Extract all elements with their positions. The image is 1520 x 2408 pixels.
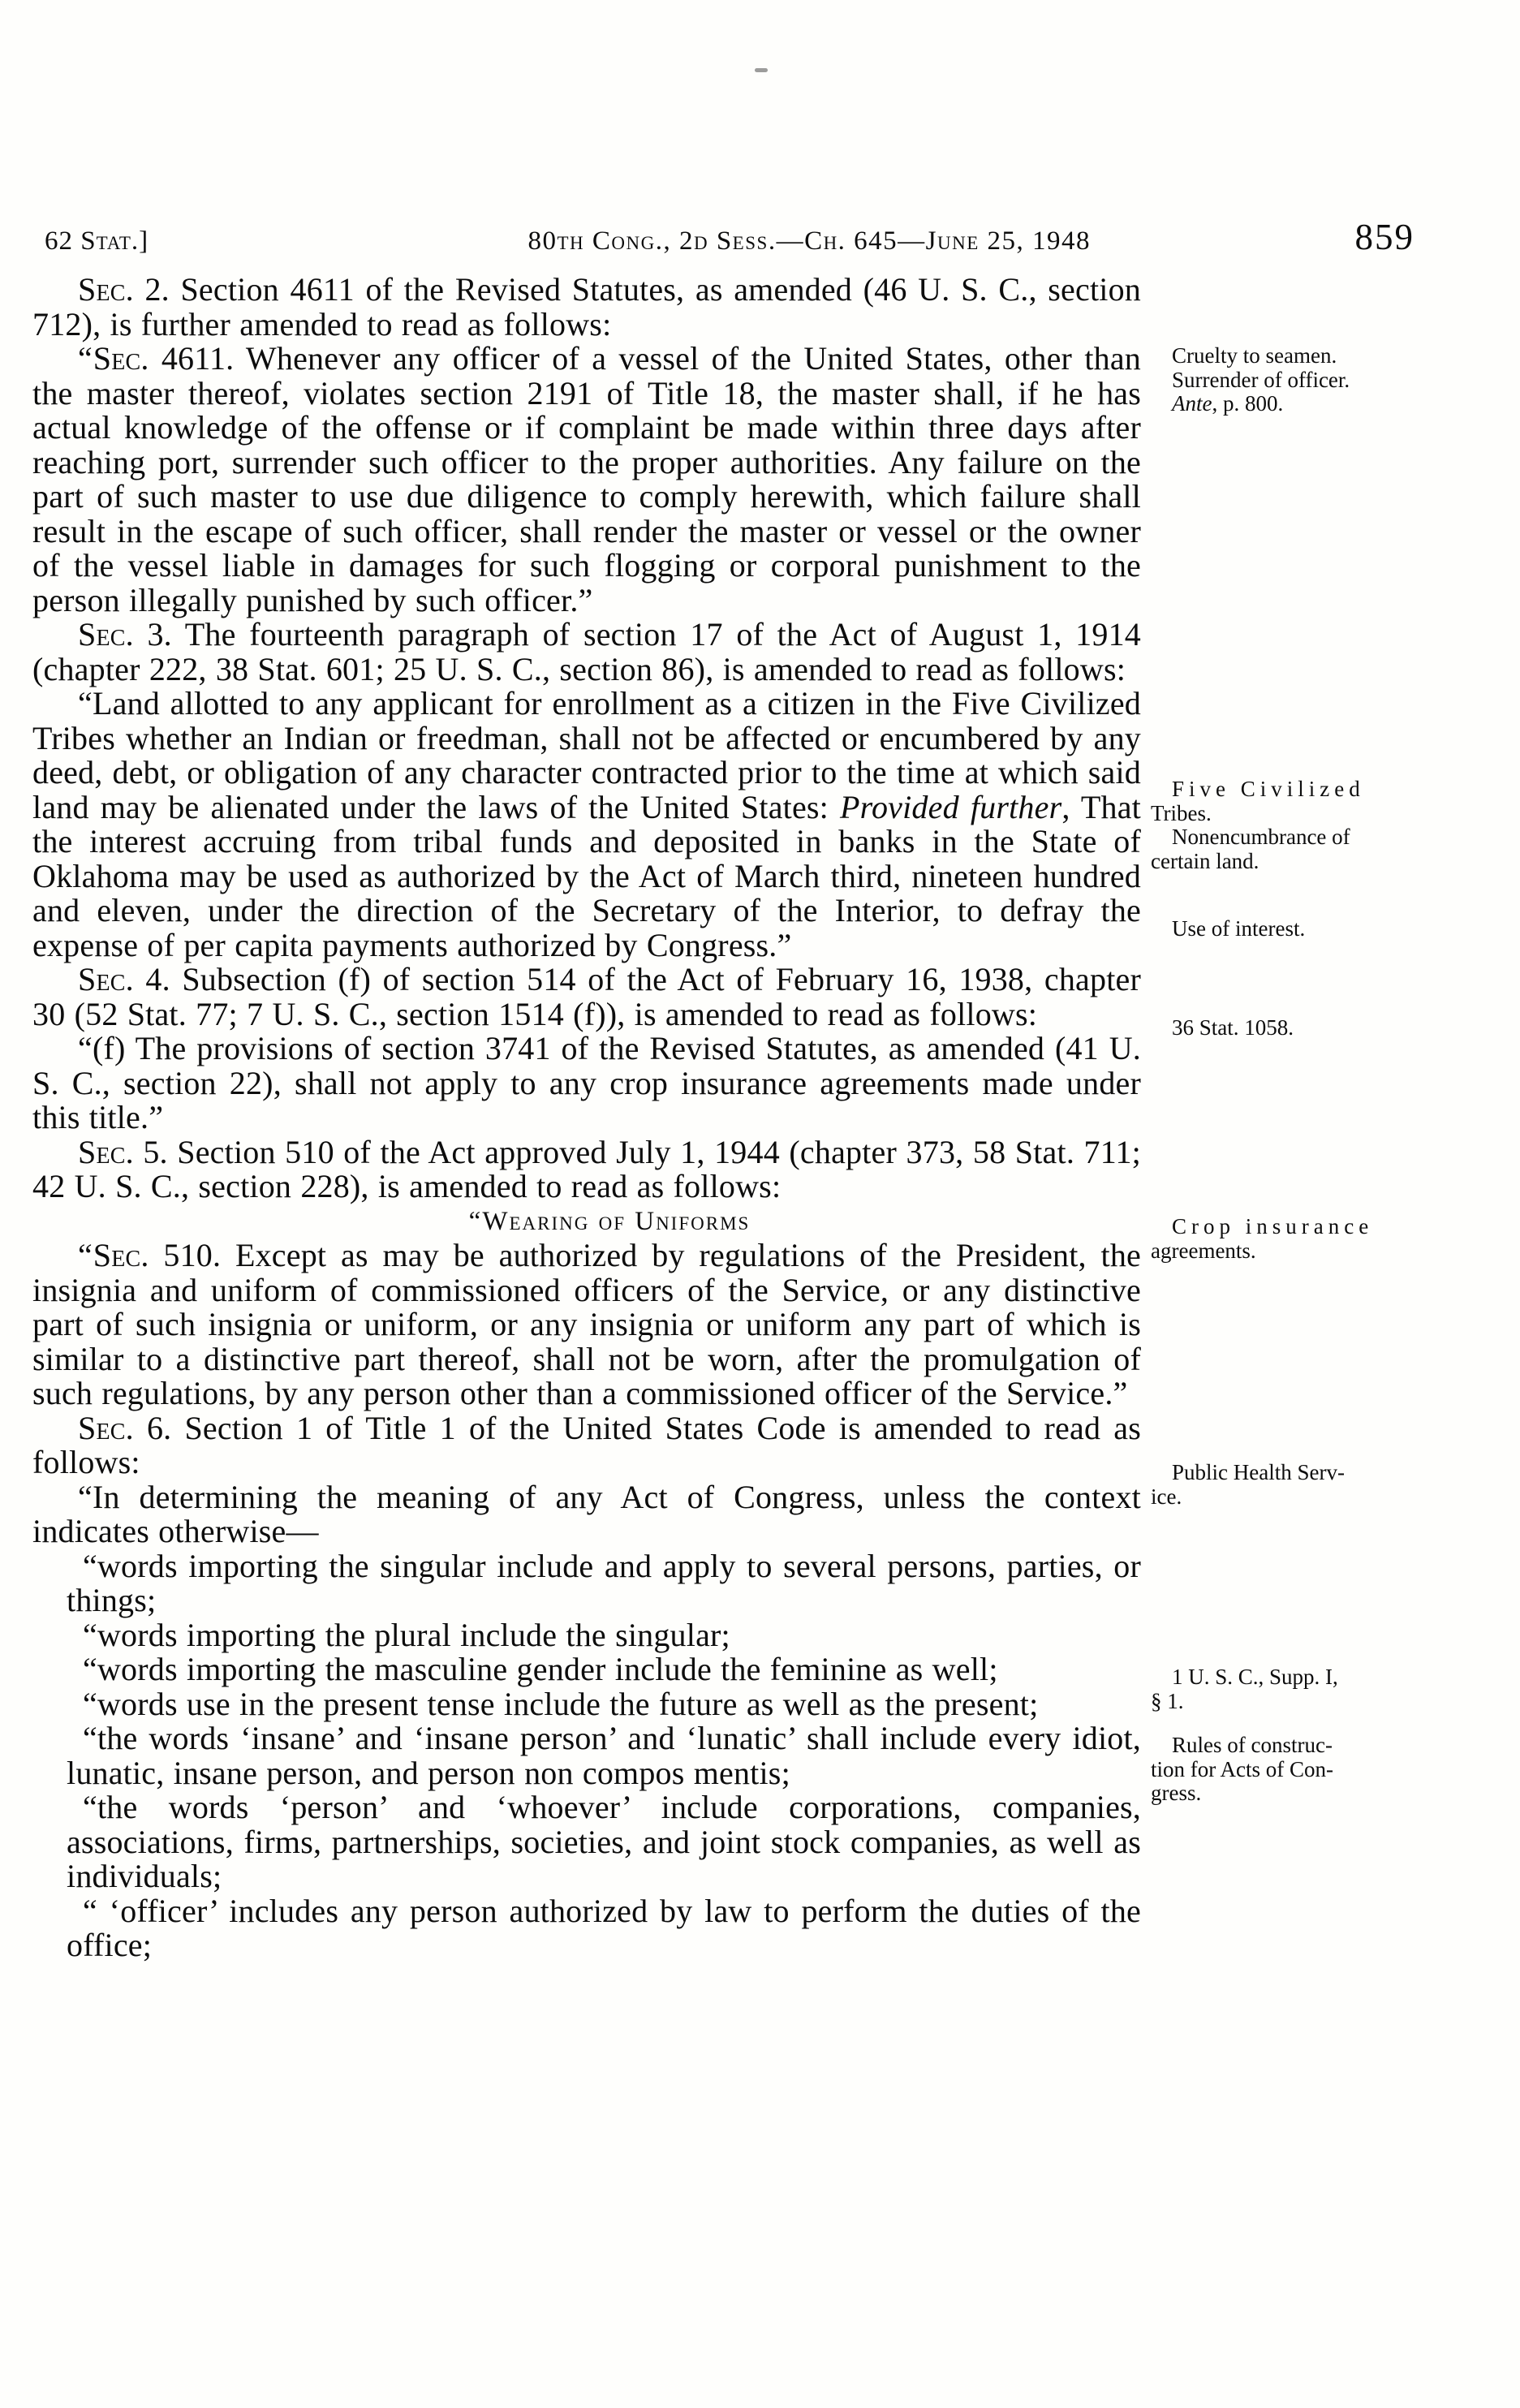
- margin-note-36-stat-1058: [1151, 1016, 1492, 1040]
- def-person: “the words ‘person’ and ‘whoever’ include corporations, companies, associations, firms, partnerships, societies, and joint stock companies, as well as individuals;: [67, 1789, 1141, 1894]
- section-label: Sec. 3.: [78, 616, 172, 653]
- margin-note-use-of-interest: [1151, 917, 1492, 941]
- def-insane: “the words ‘insane’ and ‘insane person’ and ‘lunatic’ shall include every idiot, lunatic, insane person, and person non compos mentis;: [67, 1720, 1141, 1791]
- para-text: “(f) The provisions of section 3741 of the Revised Statutes, as amended (41 U. S. C., section 22), shall not apply to any crop insurance agreements made under this title.”: [32, 1030, 1141, 1135]
- congress-suffix: th: [557, 226, 585, 256]
- page-number: 859: [1354, 217, 1415, 257]
- running-title: [264, 226, 1355, 256]
- chapter-date-text: Sess.—Ch. 645—June 25, 1948: [708, 226, 1092, 256]
- margin-note-line: ice.: [1151, 1484, 1182, 1509]
- para-sec5-intro: [32, 1135, 1141, 1204]
- volume-citation: [45, 226, 264, 256]
- section-label: Sec. 4.: [78, 961, 170, 997]
- para-text: “In determining the meaning of any Act of Congress, unless the context indicates otherwise—: [32, 1478, 1141, 1549]
- para-text: Subsection (f) of section 514 of the Act of February 16, 1938, chapter 30 (52 Stat. 77; 7 U. S. C., section 1514 (f)), is amended to read as follows:: [32, 961, 1141, 1032]
- para-sec6-intro: [32, 1411, 1141, 1480]
- para-text: Section 510 of the Act approved July 1, 1944 (chapter 373, 58 Stat. 711; 42 U. S. C., section 228), is amended to read as follows:: [32, 1133, 1141, 1204]
- margin-note-cruelty: [1151, 344, 1492, 416]
- margin-note-line: certain land.: [1151, 848, 1259, 873]
- ante-page: , p. 800.: [1212, 391, 1284, 416]
- margin-note-line: gress.: [1151, 1781, 1202, 1805]
- margin-note-line: 1 U. S. C., Supp. I,: [1172, 1665, 1338, 1689]
- scan-artifact: [755, 68, 768, 72]
- para-land-allotted-quoted: [32, 687, 1141, 963]
- margin-note-usc-supp: [1151, 1665, 1492, 1713]
- para-text: Section 4611 of the Revised Statutes, as amended (46 U. S. C., section 712), is further amended to read as follows:: [32, 271, 1141, 342]
- congress-number: 80: [527, 226, 558, 256]
- stat-abbrev: Stat.: [80, 226, 140, 256]
- statute-body: [32, 273, 1141, 1963]
- heading-text: Wearing of Uniforms: [482, 1206, 751, 1236]
- para-sec3-intro: [32, 618, 1141, 687]
- margin-note-line: agreements.: [1151, 1238, 1256, 1263]
- proviso-italic: Provided further: [840, 788, 1062, 825]
- def-gender: “words importing the masculine gender include the feminine as well;: [83, 1651, 998, 1687]
- para-sec4-intro: [32, 963, 1141, 1032]
- margin-note-rules-of-construction: [1151, 1734, 1492, 1806]
- para-text: Section 1 of Title 1 of the United States Code is amended to read as follows:: [32, 1409, 1141, 1480]
- para-rules-intro: [32, 1480, 1141, 1549]
- margin-note-line: Use of interest.: [1172, 916, 1306, 941]
- section-label: Sec. 510.: [93, 1237, 222, 1273]
- para-text: “Land allotted to any applicant for enrollment as a citizen in the Five Civilized Tribes whether an Indian or freedman, shall not be affected or encumbered by any deed, debt, or obligation of any character contracted prior to the time at which said land may be alienated under the laws of the United States:: [32, 685, 1141, 825]
- margin-note-line: 36 Stat. 1058.: [1172, 1015, 1294, 1040]
- section-label: Sec. 4611.: [93, 340, 235, 377]
- section-label: Sec. 2.: [78, 271, 170, 308]
- para-sec4611-quoted: [32, 342, 1141, 618]
- def-officer: “ ‘officer’ includes any person authorized by law to perform the duties of the office;: [67, 1892, 1141, 1963]
- para-text: The fourteenth paragraph of section 17 of the Act of August 1, 1914 (chapter 222, 38 Stat. 601; 25 U. S. C., section 86), is amended to read as follows:: [32, 616, 1141, 687]
- para-text: , That the interest accruing from tribal funds and deposited in banks in the State of Oklahoma may be used as authorized by the Act of March third, nineteen hundred and eleven, under the direction of the Secretary of the Interior, to defray the expense of per capita payments authorized by Congress.”: [32, 788, 1141, 963]
- margin-note-line: Rules of construc-: [1172, 1733, 1333, 1757]
- def-singular: “words importing the singular include and apply to several persons, parties, or things;: [67, 1547, 1141, 1618]
- margin-note-line: [1151, 392, 1492, 416]
- volume-number: 62: [45, 226, 81, 256]
- margin-note-line: Crop insurance: [1172, 1214, 1374, 1238]
- def-plural: “words importing the plural include the singular;: [83, 1616, 730, 1653]
- margin-note-line: Nonencumbrance of: [1172, 825, 1350, 849]
- para-sec2-intro: [32, 273, 1141, 342]
- page-header: [45, 216, 1415, 258]
- margin-note-line: Public Health Serv-: [1172, 1460, 1345, 1484]
- para-text: Except as may be authorized by regulations of the President, the insignia and uniform of commissioned officers of the Service, or any distinctive part of such insignia or uniform, or any insignia or uniform any part of which is similar to a distinctive part thereof, shall not be worn, after the promulgation of such regulations, by any person other than a commissioned officer of the Service.”: [32, 1237, 1141, 1411]
- margin-note-crop-insurance: [1151, 1215, 1492, 1263]
- session-suffix: d: [693, 226, 709, 256]
- citation-bracket: ]: [139, 226, 149, 256]
- margin-note-line: § 1.: [1151, 1688, 1184, 1713]
- margin-note-line: tion for Acts of Con-: [1151, 1756, 1333, 1781]
- margin-note-public-health-service: [1151, 1461, 1492, 1509]
- open-quote: “: [78, 340, 93, 377]
- margin-note-line: Surrender of officer.: [1172, 367, 1350, 392]
- open-quote: “: [78, 1237, 93, 1273]
- para-sec510-quoted: [32, 1238, 1141, 1411]
- para-text: Whenever any officer of a vessel of the United States, other than the master thereof, violates section 2191 of Title 18, the master shall, if he has actual knowledge of the offense or if complaint be made within three days after reaching port, surrender such officer to the proper authorities. Any failure on the part of such master to use due diligence to comply herewith, which failure shall result in the escape of such officer, shall render the master or vessel or the owner of the vessel liable in damages for such flogging or corporal punishment to the person illegally punished by such officer.”: [32, 340, 1141, 618]
- margin-note-line: Tribes.: [1151, 800, 1212, 825]
- ante-reference: Ante: [1172, 391, 1212, 416]
- open-quote: “: [468, 1206, 483, 1236]
- session-text: Cong., 2: [584, 226, 694, 256]
- section-label: Sec. 6.: [78, 1409, 172, 1446]
- para-crop-insurance-quoted: [32, 1032, 1141, 1135]
- section-label: Sec. 5.: [78, 1133, 168, 1170]
- margin-note-line: Five Civilized: [1172, 777, 1365, 801]
- def-tense: “words use in the present tense include the future as well as the present;: [83, 1685, 1039, 1722]
- margin-note-line: Cruelty to seamen.: [1172, 343, 1337, 368]
- margin-note-tribes: [1151, 778, 1492, 873]
- heading-wearing-of-uniforms: [32, 1204, 1141, 1239]
